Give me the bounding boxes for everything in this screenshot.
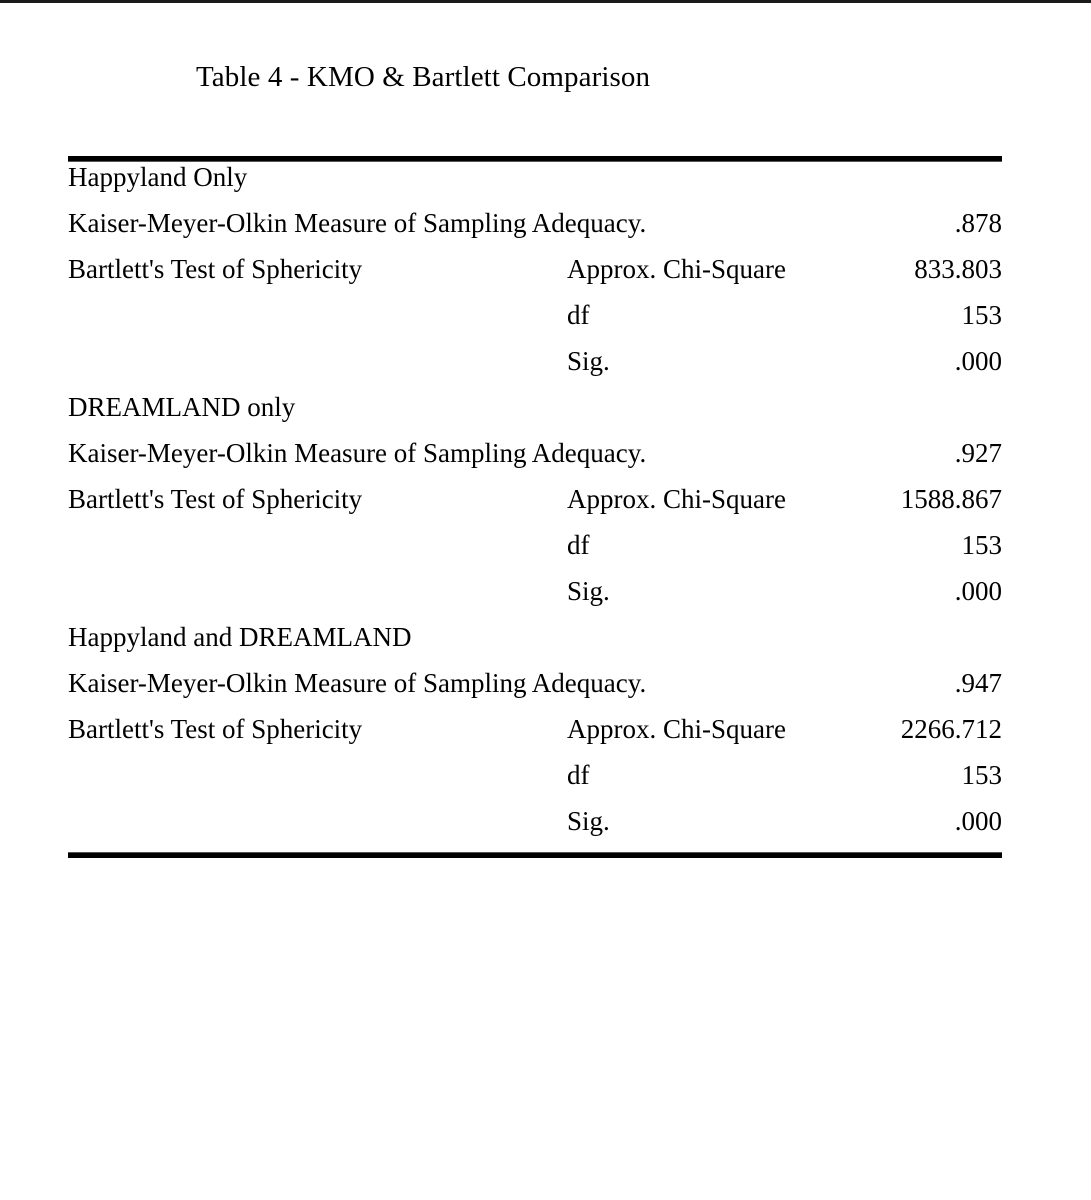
table-row	[68, 530, 1002, 576]
bartlett-label: Bartlett's Test of Sphericity	[68, 254, 363, 284]
stat-label-sig: Sig.	[567, 806, 610, 836]
table-row	[68, 576, 1002, 622]
chi-square-value: 1588.867	[900, 484, 1003, 514]
spacer-cell	[68, 576, 567, 622]
stat-label-chi-square: Approx. Chi-Square	[567, 254, 786, 284]
table-row	[68, 668, 1002, 714]
table-row	[68, 208, 1002, 254]
stat-label-df: df	[567, 760, 590, 790]
table-row	[68, 622, 1002, 668]
kmo-label: Kaiser-Meyer-Olkin Measure of Sampling Adequacy.	[68, 668, 647, 698]
group-heading: Happyland and DREAMLAND	[68, 622, 412, 652]
table-row	[68, 438, 1002, 484]
df-value: 153	[961, 300, 1003, 330]
page-edge-line	[0, 0, 1091, 3]
table-row	[68, 760, 1002, 806]
spacer-cell	[68, 346, 567, 392]
spacer-cell	[68, 806, 567, 852]
sig-value: .000	[954, 806, 1003, 836]
chi-square-value: 833.803	[914, 254, 1003, 284]
group-heading: Happyland Only	[68, 162, 248, 192]
stat-label-chi-square: Approx. Chi-Square	[567, 484, 786, 514]
table-row	[68, 300, 1002, 346]
table-bottom-rule	[68, 852, 1002, 858]
kmo-bartlett-table	[68, 156, 1002, 858]
kmo-value: .927	[954, 438, 1003, 468]
table-caption: Table 4 - KMO & Bartlett Comparison	[196, 61, 651, 93]
stat-label-df: df	[567, 530, 590, 560]
bartlett-label: Bartlett's Test of Sphericity	[68, 714, 363, 744]
table-row	[68, 806, 1002, 852]
table-row	[68, 254, 1002, 300]
table-row	[68, 162, 1002, 208]
df-value: 153	[961, 530, 1003, 560]
kmo-label: Kaiser-Meyer-Olkin Measure of Sampling Adequacy.	[68, 438, 647, 468]
stat-label-sig: Sig.	[567, 576, 610, 606]
spacer-cell	[68, 300, 567, 346]
table-row	[68, 714, 1002, 760]
sig-value: .000	[954, 576, 1003, 606]
table-row	[68, 346, 1002, 392]
group-heading: DREAMLAND only	[68, 392, 296, 422]
spacer-cell	[68, 760, 567, 806]
stat-label-sig: Sig.	[567, 346, 610, 376]
table-body	[68, 162, 1002, 852]
kmo-label: Kaiser-Meyer-Olkin Measure of Sampling Adequacy.	[68, 208, 647, 238]
table-row	[68, 392, 1002, 438]
kmo-value: .947	[954, 668, 1003, 698]
spacer-cell	[68, 530, 567, 576]
sig-value: .000	[954, 346, 1003, 376]
bartlett-label: Bartlett's Test of Sphericity	[68, 484, 363, 514]
kmo-value: .878	[954, 208, 1003, 238]
chi-square-value: 2266.712	[900, 714, 1003, 744]
df-value: 153	[961, 760, 1003, 790]
stat-label-chi-square: Approx. Chi-Square	[567, 714, 786, 744]
stat-label-df: df	[567, 300, 590, 330]
table-row	[68, 484, 1002, 530]
